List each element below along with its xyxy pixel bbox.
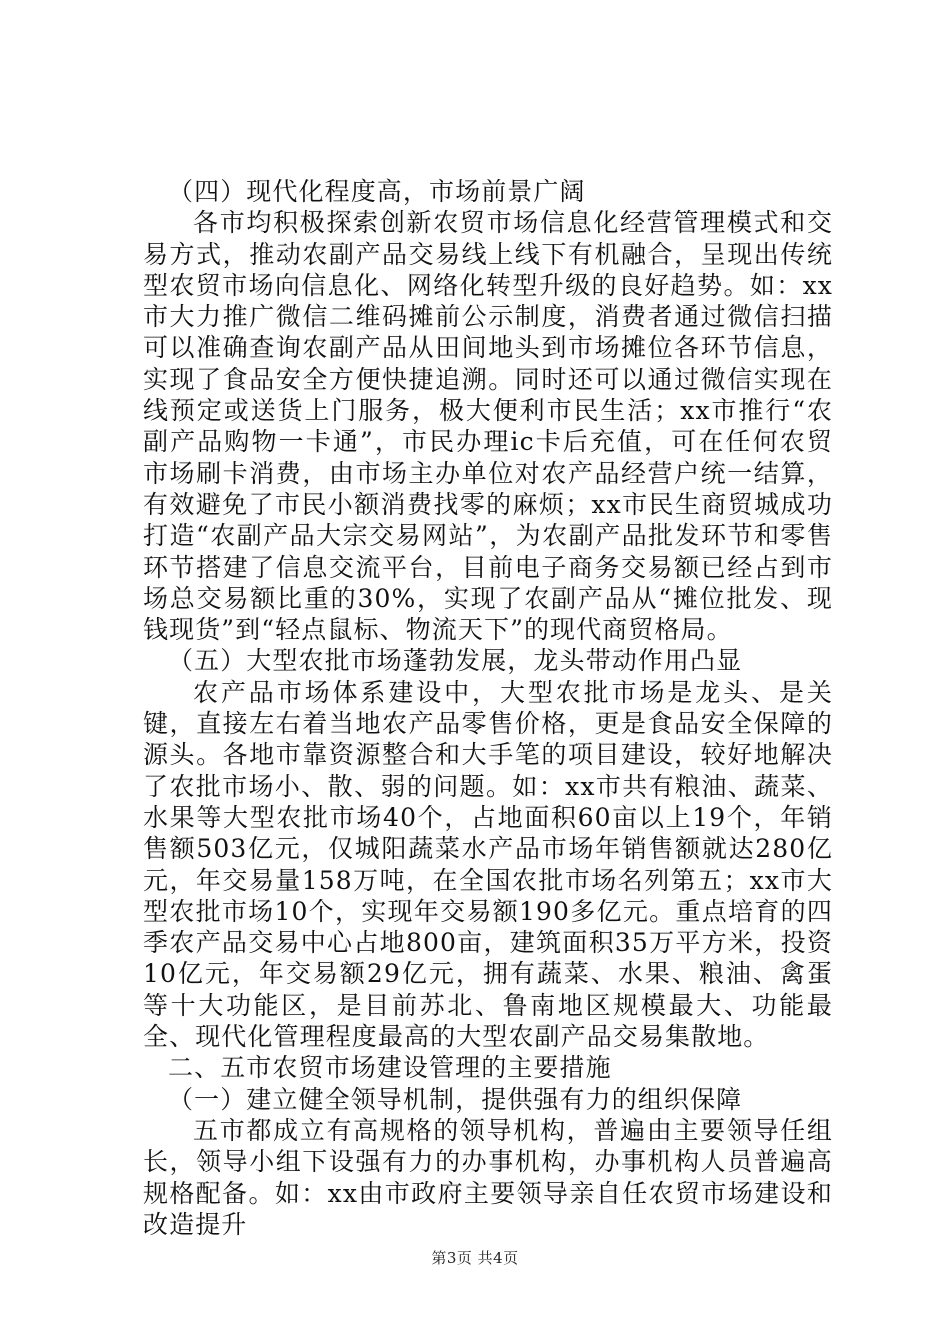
- section-heading-5: （五）大型农批市场蓬勃发展，龙头带动作用凸显: [168, 646, 743, 676]
- paragraph-wholesale-markets: 农产品市场体系建设中，大型农批市场是龙头、是关键，直接左右着当地农产品零售价格，更是食品安全保障的源头。各地市靠资源整合和大手笔的项目建设，较好地解决了农批市场小、散、弱的问题。如：xx市共有粮油、蔬菜、水果等大型农批市场40个，占地面积60亩以上19个，年销售额503亿元，仅城阳蔬菜水产品市场年销售额就达280亿元，年交易量158万吨，在全国农批市场名列第五；xx市大型农批市场10个，实现年交易额190多亿元。重点培育的四季农产品交易中心占地800亩，建筑面积35万平方米，投资10亿元，年交易额29亿元，拥有蔬菜、水果、粮油、禽蛋等十大功能区，是目前苏北、鲁南地区规模最大、功能最全、现代化管理程度最高的大型农副产品交易集散地。: [143, 677, 833, 1052]
- page-footer: 第3页 共4页: [431, 1249, 519, 1267]
- section-heading-1: （一）建立健全领导机制，提供强有力的组织保障: [168, 1084, 743, 1114]
- paragraph-leadership: 五市都成立有高规格的领导机构，普遍由主要领导任组长，领导小组下设强有力的办事机构，办事机构人员普遍高规格配备。如：xx由市政府主要领导亲自任农贸市场建设和改造提升: [143, 1115, 833, 1239]
- chapter-heading-2: 二、五市农贸市场建设管理的主要措施: [168, 1053, 612, 1083]
- document-body: [143, 176, 833, 1240]
- section-heading-4: （四）现代化程度高，市场前景广阔: [168, 177, 586, 206]
- paragraph-modernization: 各市均积极探索创新农贸市场信息化经营管理模式和交易方式，推动农副产品交易线上线下有机融合，呈现出传统型农贸市场向信息化、网络化转型升级的良好趋势。如：xx市大力推广微信二维码摊前公示制度，消费者通过微信扫描可以准确查询农副产品从田间地头到市场摊位各环节信息，实现了食品安全方便快捷追溯。同时还可以通过微信实现在线预定或送货上门服务，极大便利市民生活；xx市推行“农副产品购物一卡通”，市民办理ic卡后充值，可在任何农贸市场刷卡消费，由市场主办单位对农产品经营户统一结算，有效避免了市民小额消费找零的麻烦；xx市民生商贸城成功打造“农副产品大宗交易网站”，为农副产品批发环节和零售环节搭建了信息交流平台，目前电子商务交易额已经占到市场总交易额比重的30%，实现了农副产品从“摊位批发、现钱现货”到“轻点鼠标、物流天下”的现代商贸格局。: [143, 208, 833, 645]
